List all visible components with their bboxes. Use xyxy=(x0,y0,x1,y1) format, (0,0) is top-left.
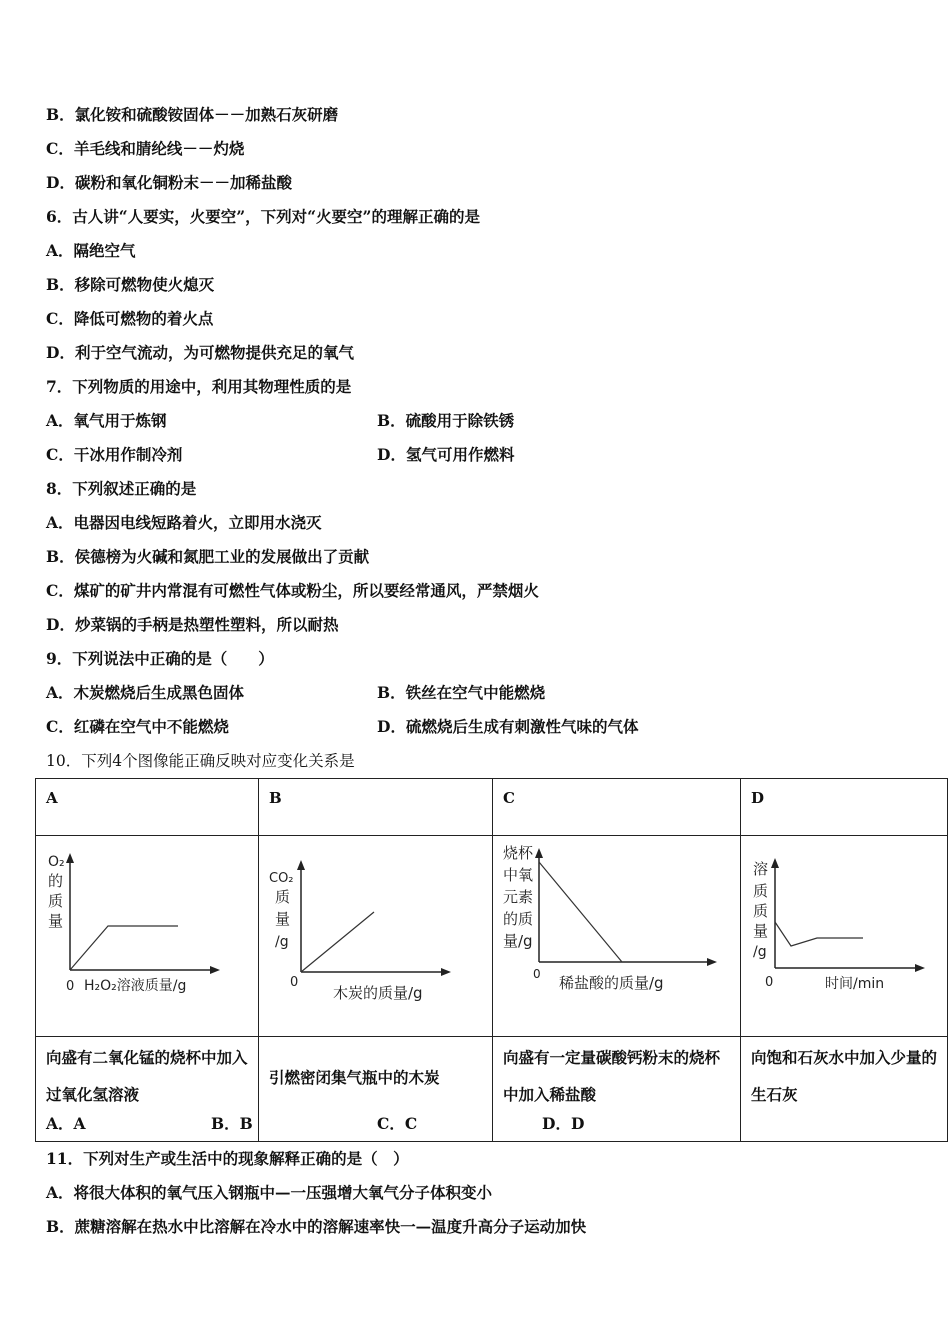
q10-stem: 10．下列4个图像能正确反映对应变化关系是 xyxy=(46,752,355,770)
q6-option-d: D．利于空气流动，为可燃物提供充足的氧气 xyxy=(46,343,354,362)
graph-c-y3: 元素 xyxy=(503,888,534,906)
graph-a-y4: 量 xyxy=(48,912,64,930)
graph-d-y4: 量 xyxy=(753,922,769,940)
graph-d-x-label: 时间/min xyxy=(825,976,885,992)
q6-option-a: A．隔绝空气 xyxy=(46,241,136,260)
q9-option-c: C．红磷在空气中不能燃烧 xyxy=(46,717,229,736)
graph-a xyxy=(36,836,259,1032)
graph-b-y1: CO₂ xyxy=(269,871,294,886)
graph-a-origin: 0 xyxy=(66,979,75,994)
q10-graph-table xyxy=(35,778,948,1142)
q9-option-a: A．木炭燃烧后生成黑色固体 xyxy=(46,683,245,702)
graph-d-origin: 0 xyxy=(765,975,774,990)
q6-stem: 6．古人讲“人要实，火要空”，下列对“火要空”的理解正确的是 xyxy=(46,207,480,226)
desc-a: 向盛有二氧化锰的烧杯中加入过氧化氢溶液 xyxy=(36,1037,259,1142)
graph-b-y4: /g xyxy=(275,934,289,950)
graph-c-y5: 量/g xyxy=(503,932,533,950)
graph-a-y3: 质 xyxy=(48,892,64,910)
q7-option-a: A．氧气用于炼钢 xyxy=(46,411,167,430)
graph-a-y2: 的 xyxy=(48,872,64,890)
graph-c-x-label: 稀盐酸的质量/g xyxy=(559,974,664,992)
q10-option-b: B．B xyxy=(211,1114,253,1133)
graph-b-curve xyxy=(301,912,374,972)
header-d: D xyxy=(741,779,948,836)
q8-option-a: A．电器因电线短路着火，立即用水浇灭 xyxy=(46,513,322,532)
q8-option-d: D．炒菜锅的手柄是热塑性塑料，所以耐热 xyxy=(46,615,339,634)
q8-stem: 8．下列叙述正确的是 xyxy=(46,479,197,498)
q5-option-c: C．羊毛线和腈纶线－－灼烧 xyxy=(46,139,245,158)
graph-c-curve xyxy=(539,862,622,962)
q8-option-c: C．煤矿的矿井内常混有可燃性气体或粉尘，所以要经常通风，严禁烟火 xyxy=(46,581,539,600)
q5-option-d: D．碳粉和氧化铜粉末－－加稀盐酸 xyxy=(46,173,292,192)
graph-c xyxy=(493,836,741,1032)
graph-b-y2: 质 xyxy=(275,888,291,906)
q9-stem: 9．下列说法中正确的是（ ） xyxy=(46,649,274,668)
graph-a-y1: O₂ xyxy=(48,854,65,870)
q9-option-b: B．铁丝在空气中能燃烧 xyxy=(377,683,546,702)
header-c: C xyxy=(493,779,741,836)
graph-a-cell xyxy=(36,836,259,1037)
graph-d-y2: 质 xyxy=(753,882,769,900)
desc-d: 向饱和石灰水中加入少量的生石灰 xyxy=(741,1037,948,1142)
graph-b-y3: 量 xyxy=(275,910,291,928)
q8-option-b: B．侯德榜为火碱和氮肥工业的发展做出了贡献 xyxy=(46,547,370,566)
q6-option-c: C．降低可燃物的着火点 xyxy=(46,309,214,328)
graph-c-y2: 中氧 xyxy=(503,866,534,884)
q10-option-c: C．C xyxy=(377,1114,418,1133)
graph-c-origin: 0 xyxy=(533,967,541,981)
q6-option-b: B．移除可燃物使火熄灭 xyxy=(46,275,215,294)
q11-stem: 11．下列对生产或生活中的现象解释正确的是（ ） xyxy=(46,1149,409,1168)
graph-c-y4: 的质 xyxy=(503,910,534,928)
graph-a-curve xyxy=(70,926,178,970)
graph-b-x-label: 木炭的质量/g xyxy=(333,984,423,1002)
q7-stem: 7．下列物质的用途中，利用其物理性质的是 xyxy=(46,377,352,396)
q10-option-d: D．D xyxy=(542,1114,585,1133)
q11-option-b: B．蔗糖溶解在热水中比溶解在冷水中的溶解速率快一—温度升高分子运动加快 xyxy=(46,1217,587,1236)
header-b: B xyxy=(259,779,493,836)
graph-b-origin: 0 xyxy=(290,975,299,990)
q11-option-a: A．将很大体积的氧气压入钢瓶中—一压强增大氧气分子体积变小 xyxy=(46,1183,493,1202)
header-a: A xyxy=(36,779,259,836)
q7-option-b: B．硫酸用于除铁锈 xyxy=(377,411,515,430)
graph-b-cell xyxy=(259,836,493,1037)
q5-option-b: B．氯化铵和硫酸铵固体－－加熟石灰研磨 xyxy=(46,105,339,124)
desc-b: 引燃密闭集气瓶中的木炭 xyxy=(259,1037,493,1142)
graph-c-y1: 烧杯 xyxy=(503,844,534,862)
graph-d-y1: 溶 xyxy=(753,860,769,878)
q9-option-d: D．硫燃烧后生成有刺激性气味的气体 xyxy=(377,717,639,736)
graph-d-cell xyxy=(741,836,948,1037)
q10-option-a: A．A xyxy=(46,1114,86,1133)
graph-c-cell xyxy=(493,836,741,1037)
graph-d-curve xyxy=(775,922,863,946)
graph-d xyxy=(741,836,948,1032)
desc-c: 向盛有一定量碳酸钙粉末的烧杯中加入稀盐酸 xyxy=(493,1037,741,1142)
graph-d-y5: /g xyxy=(753,944,767,960)
graph-a-x-label: H₂O₂溶液质量/g xyxy=(84,978,187,994)
graph-d-y3: 质 xyxy=(753,902,769,920)
q7-option-c: C．干冰用作制冷剂 xyxy=(46,445,183,464)
graph-b xyxy=(259,836,493,1032)
q7-option-d: D．氢气可用作燃料 xyxy=(377,445,515,464)
